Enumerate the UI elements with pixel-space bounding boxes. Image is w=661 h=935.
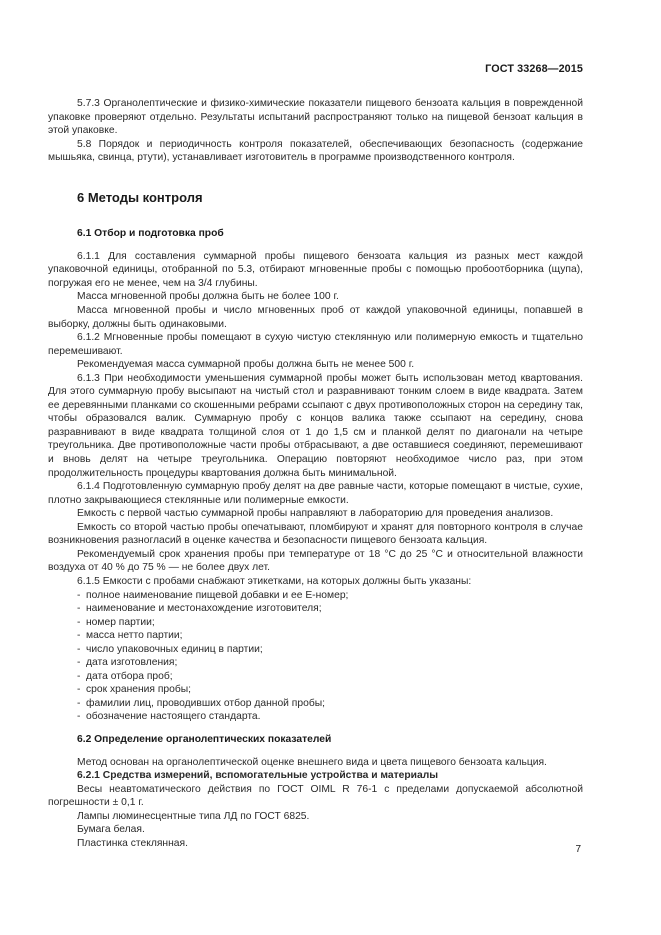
paragraph-5-8: 5.8 Порядок и периодичность контроля показателей, обеспечивающих безопасность (содержание мышьяка, свинца, ртути), устанавливает изготовитель в программе производственного контроля. [48,138,583,164]
paragraph: Масса мгновенной пробы должна быть не более 100 г. [77,291,339,303]
list-item: - число упаковочных единиц в партии; [48,643,583,657]
paragraph-6-1-3: 6.1.3 При необходимости уменьшения суммарной пробы может быть использован метод квартования. Для этого суммарную пробу высыпают на чистый стол и разравнивают тонким слоем в виде квадрата. Затем ее деревянными планками со скошенными ребрами ссыпают с двух противоположных сторон на середину так, чтобы образовался валик. Суммарную пробу с концов валика также ссыпают на середину, снова разравнивают в виде квадрата толщиной слоя от 1 до 1,5 см и планкой делят по диагонали на четыре треугольника. Две противоположные части пробы отбрасывают, а две оставшиеся соединяют, перемешивают и вновь делят на четыре треугольника. Операцию повторяют необходимое число раз, при этом продолжительность процедуры квартования должна быть минимальной. [48,372,583,479]
paragraph-5-7-3: 5.7.3 Органолептические и физико-химические показатели пищевого бензоата кальция в поврежденной упаковке проверяют отдельно. Результаты испытаний распространяют только на пищевой бензоат кальция в этой упаковке. [48,98,583,137]
list-item: - наименование и местонахождение изготовителя; [48,602,583,616]
subsection-6-1-title: 6.1 Отбор и подготовка проб [77,228,224,240]
section-6-title: 6 Методы контроля [77,189,203,205]
paragraph-6-1-4: 6.1.4 Подготовленную суммарную пробу делят на две равные части, которые помещают в чистые, сухие, плотно закрывающиеся стеклянные или полимерные емкости. [48,481,583,506]
list-item: - фамилии лиц, проводивших отбор данной пробы; [48,697,583,711]
paragraph: Лампы люминесцентные типа ЛД по ГОСТ 6825. [77,810,310,822]
paragraph: Рекомендуемая масса суммарной пробы должна быть не менее 500 г. [77,359,415,371]
paragraph: Пластинка стеклянная. [77,837,188,849]
paragraph: Рекомендуемый срок хранения пробы при температуре от 18 °С до 25 °С и относительной влажности воздуха от 40 % до 75 % — не более двух лет. [48,548,583,574]
paragraph: Весы неавтоматического действия по ГОСТ OIML R 76-1 с пределами допускаемой абсолютной погрешности ± 0,1 г. [48,783,583,809]
subsection-6-2-title: 6.2 Определение органолептических показателей [77,733,332,745]
document-body [48,97,583,850]
label-requirements-list [48,589,583,724]
list-item: - дата отбора проб; [48,670,583,684]
paragraph: Емкость со второй частью пробы опечатывают, пломбируют и хранят для повторного контроля в случае возникновения разногласий в оценке качества и безопасности пищевого бензоата кальция. [48,521,583,547]
paragraph: Масса мгновенной пробы и число мгновенных проб от каждой упаковочной единицы, попавшей в выборку, должны быть одинаковыми. [48,305,583,330]
list-item: - номер партии; [48,616,583,630]
standard-header: ГОСТ 33268—2015 [485,63,583,75]
paragraph: Бумага белая. [77,824,145,836]
list-item: - полное наименование пищевой добавки и ее Е-номер; [48,589,583,603]
subsection-6-2-1-title: 6.2.1 Средства измерений, вспомогательные устройства и материалы [77,770,439,782]
paragraph: Емкость с первой частью суммарной пробы направляют в лабораторию для проведения анализов. [77,508,554,520]
paragraph-6-1-1: 6.1.1 Для составления суммарной пробы пищевого бензоата кальция из разных мест каждой упаковочной единицы, отобранной по 5.3, отбирают мгновенные пробы с помощью пробоотборника (щупа), погружая его не менее, чем на 3/4 глубины. [48,250,583,289]
list-item: - дата изготовления; [48,656,583,670]
paragraph-6-1-2: 6.1.2 Мгновенные пробы помещают в сухую чистую стеклянную или полимерную емкость и тщательно перемешивают. [48,332,583,357]
paragraph: Метод основан на органолептической оценке внешнего вида и цвета пищевого бензоата кальция. [77,756,547,768]
list-item: - обозначение настоящего стандарта. [48,710,583,724]
paragraph-6-1-5: 6.1.5 Емкости с пробами снабжают этикетками, на которых должны быть указаны: [77,575,472,587]
list-item: - масса нетто партии; [48,629,583,643]
page-number: 7 [575,844,581,855]
list-item: - срок хранения пробы; [48,683,583,697]
